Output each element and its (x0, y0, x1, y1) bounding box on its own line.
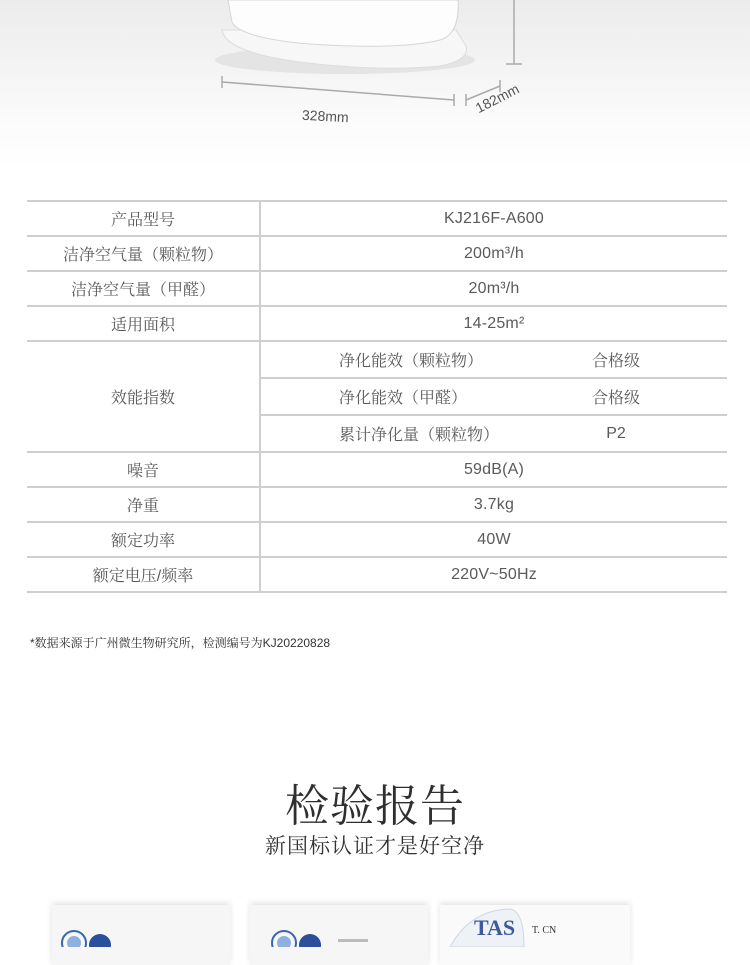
efficiency-row (261, 379, 727, 416)
product-image-area (0, 0, 750, 170)
certificate-seal-text: TAS (474, 915, 516, 940)
table-row (27, 341, 727, 452)
spec-label-voltage: 额定电压/频率 (27, 557, 260, 592)
efficiency-value: P2 (606, 424, 626, 442)
efficiency-name: 净化能效（颗粒物） (339, 353, 484, 370)
spec-value-area: 14-25m² (260, 306, 727, 341)
spec-label-weight: 净重 (27, 487, 260, 522)
efficiency-row (261, 416, 727, 451)
spec-label-cadr-particle: 洁净空气量（颗粒物） (27, 236, 260, 271)
spec-label-efficiency: 效能指数 (27, 341, 260, 452)
efficiency-value: 合格级 (591, 353, 640, 370)
data-source-footnote: *数据来源于广州微生物研究所，检测编号为KJ20220828 (30, 636, 331, 650)
report-subtitle: 新国标认证才是好空净 (265, 835, 485, 858)
width-dimension-label: 328mm (301, 106, 350, 126)
spec-value-model: KJ216F-A600 (260, 201, 727, 236)
table-row (27, 271, 727, 306)
certificate-seal-text-2: T. CN (532, 925, 557, 936)
table-row (27, 452, 727, 487)
spec-label-cadr-formaldehyde: 洁净空气量（甲醛） (27, 271, 260, 306)
spec-label-area: 适用面积 (27, 306, 260, 341)
report-title: 检验报告 (285, 782, 465, 831)
spec-value-cadr-formaldehyde: 20m³/h (260, 271, 727, 306)
certificate-image (52, 905, 230, 965)
certificate-seal-icon (250, 905, 428, 947)
spec-value-noise: 59dB(A) (260, 452, 727, 487)
spec-label-power: 额定功率 (27, 522, 260, 557)
table-row (27, 557, 727, 592)
certificate-cnas-seal-icon (440, 905, 630, 947)
spec-table (27, 200, 727, 593)
table-row (27, 487, 727, 522)
spec-label-model: 产品型号 (27, 201, 260, 236)
spec-value-voltage: 220V~50Hz (260, 557, 727, 592)
spec-value-weight: 3.7kg (260, 487, 727, 522)
spec-value-power: 40W (260, 522, 727, 557)
efficiency-name: 累计净化量（颗粒物） (339, 427, 500, 444)
table-row (27, 236, 727, 271)
certificate-image (250, 905, 428, 965)
depth-dimension-label: 182mm (472, 80, 522, 116)
efficiency-name: 净化能效（甲醛） (339, 390, 468, 407)
table-row (27, 201, 727, 236)
efficiency-row (261, 342, 727, 379)
certificate-seal-icon (52, 905, 230, 947)
table-row (27, 306, 727, 341)
efficiency-subtable (260, 341, 727, 452)
spec-value-cadr-particle: 200m³/h (260, 236, 727, 271)
spec-label-noise: 噪音 (27, 452, 260, 487)
table-row (27, 522, 727, 557)
efficiency-value: 合格级 (591, 390, 640, 407)
product-illustration (0, 0, 750, 170)
certificate-image (440, 905, 630, 965)
